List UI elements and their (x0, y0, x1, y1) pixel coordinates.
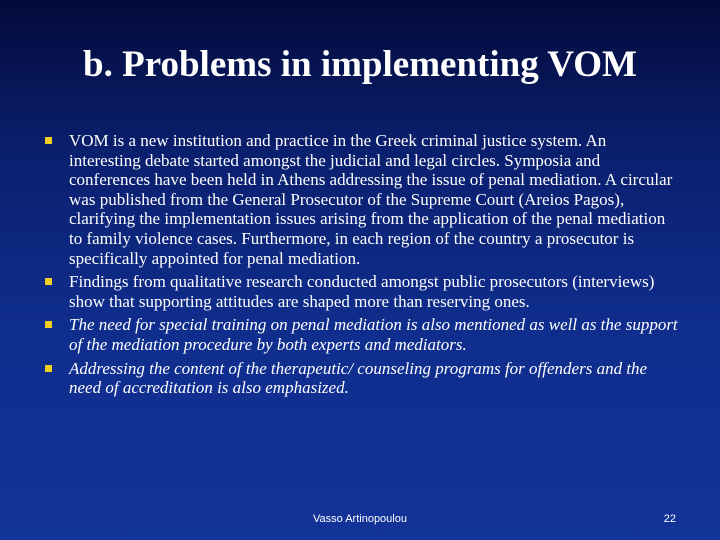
square-bullet-icon (45, 321, 52, 328)
square-bullet-icon (45, 365, 52, 372)
square-bullet-icon (45, 278, 52, 285)
square-bullet-icon (45, 137, 52, 144)
bullet-list (42, 131, 682, 402)
bullet-item (42, 315, 682, 354)
bullet-text: VOM is a new institution and practice in the Greek criminal justice system. An interesting debate started amongst the judicial and legal circles. Symposia and conferences have been held in Athens addressing the issue of penal mediation. A circular was published from the General Prosecutor of the Supreme Court (Areios Pagos), clarifying the implementation issues arising from the application of the penal mediation to family violence cases. Furthermore, in each region of the country a prosecutor is specifically appointed for penal mediation. (69, 131, 673, 268)
bullet-text: Findings from qualitative research conducted amongst public prosecutors (interviews) show that supporting attitudes are shaped more than reserving ones. (69, 272, 655, 311)
bullet-item (42, 131, 682, 268)
slide-title: b. Problems in implementing VOM (83, 44, 637, 85)
footer-author: Vasso Artinopoulou (313, 513, 407, 525)
bullet-item (42, 272, 682, 311)
page-number: 22 (663, 513, 676, 525)
bullet-item (42, 359, 682, 398)
bullet-text: The need for special training on penal mediation is also mentioned as well as the support of the mediation procedure by both experts and mediators. (69, 315, 678, 354)
bullet-text: Addressing the content of the therapeutic/ counseling programs for offenders and the need of accreditation is also emphasized. (69, 358, 648, 398)
